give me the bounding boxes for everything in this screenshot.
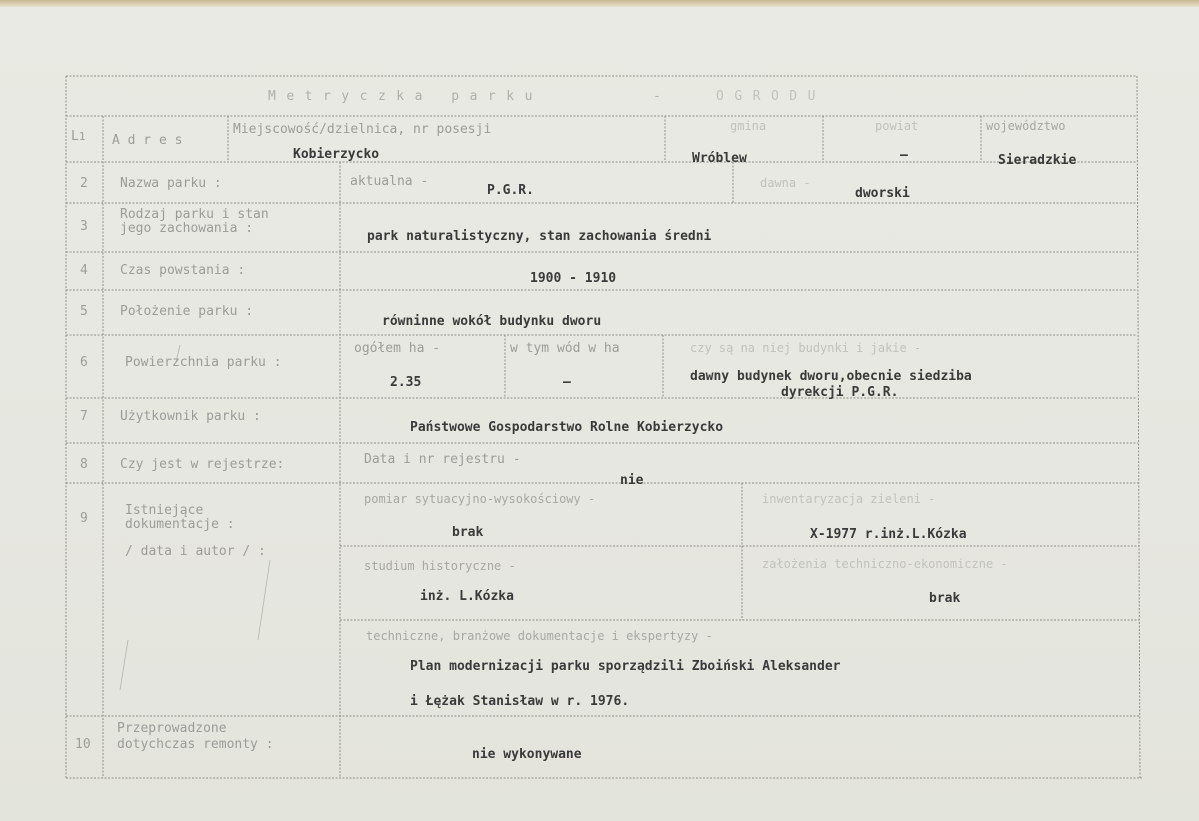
survey-value: brak <box>452 525 484 540</box>
current-name-value: P.G.R. <box>487 183 534 198</box>
locality-value: Kobierzycko <box>293 147 380 162</box>
creation-time-label: Czas powstania : <box>120 263 246 278</box>
registry-label: Czy jest w rejestrze: <box>120 457 285 472</box>
survey-label: pomiar sytuacyjno-wysokościowy - <box>364 492 596 506</box>
row-9-number: 9 <box>80 511 88 526</box>
voivodeship-label: województwo <box>986 119 1066 133</box>
row-8-number: 8 <box>80 457 88 472</box>
water-area-value: — <box>563 375 571 390</box>
registry-value: nie <box>620 473 644 488</box>
row-1-number: L1 <box>71 129 86 144</box>
locality-label: Miejscowość/dzielnica, nr posesji <box>233 122 492 137</box>
total-area-label: ogółem ha - <box>354 341 441 356</box>
address-label: A d r e s <box>112 133 183 148</box>
gmina-label: gmina <box>730 119 767 133</box>
park-type-label-line2: jego zachowania : <box>120 221 254 236</box>
buildings-value-line2: dyrekcji P.G.R. <box>781 385 899 400</box>
location-label: Położenie parku : <box>120 304 254 319</box>
current-name-label: aktualna - <box>350 174 429 189</box>
user-value: Państwowe Gospodarstwo Rolne Kobierzycko <box>410 420 724 435</box>
row-7-number: 7 <box>80 409 88 424</box>
documentation-label-line1: Istniejące <box>125 503 204 518</box>
park-type-label-line1: Rodzaj parku i stan <box>120 207 269 222</box>
title-dash: - <box>653 89 672 104</box>
economic-label: założenia techniczno-ekonomiczne - <box>762 557 1008 571</box>
inventory-value: X-1977 r.inż.L.Kózka <box>810 527 967 542</box>
documentation-label-line3: / data i autor / : <box>125 544 266 559</box>
repairs-label-line2: dotychczas remonty : <box>117 737 274 752</box>
former-name-value: dworski <box>855 186 910 201</box>
row-5-number: 5 <box>80 304 88 319</box>
area-label: Powierzchnia parku : <box>125 355 282 370</box>
technical-docs-value-line2: i Łężak Stanisław w r. 1976. <box>410 694 630 709</box>
row-6-number: 6 <box>80 355 88 370</box>
park-type-value: park naturalistyczny, stan zachowania średni <box>367 229 712 244</box>
row-10-number: 10 <box>75 737 91 752</box>
documentation-label-line2: dokumentacje : <box>125 517 235 532</box>
location-value: równinne wokół budynku dworu <box>382 314 602 329</box>
powiat-value: — <box>900 148 908 163</box>
repairs-value: nie wykonywane <box>472 747 582 762</box>
buildings-label: czy są na niej budynki i jakie - <box>690 341 922 355</box>
former-name-label: dawna - <box>760 176 811 190</box>
voivodeship-value: Sieradzkie <box>998 153 1077 168</box>
gmina-value: Wróblew <box>692 151 747 166</box>
historic-study-value: inż. L.Kózka <box>420 589 514 604</box>
user-label: Użytkownik parku : <box>120 409 261 424</box>
park-name-label: Nazwa parku : <box>120 176 222 191</box>
row-2-number: 2 <box>80 176 88 191</box>
repairs-label-line1: Przeprowadzone <box>117 721 227 736</box>
historic-study-label: studium historyczne - <box>364 559 516 573</box>
inventory-label: inwentaryzacja zieleni - <box>762 492 936 506</box>
row-3-number: 3 <box>80 219 88 234</box>
powiat-label: powiat <box>875 119 919 133</box>
row-1-number-value: 1 <box>78 130 86 143</box>
creation-time-value: 1900 - 1910 <box>530 271 617 286</box>
row-4-number: 4 <box>80 263 88 278</box>
registry-number-label: Data i nr rejestru - <box>364 452 521 467</box>
title-suffix: OGRODU <box>716 89 826 104</box>
technical-docs-value-line1: Plan modernizacji parku sporządzili Zboiński Aleksander <box>410 659 841 674</box>
economic-value: brak <box>929 591 961 606</box>
technical-docs-label: techniczne, branżowe dokumentacje i ekspertyzy - <box>366 629 713 643</box>
water-area-label: w tym wód w ha <box>510 341 620 356</box>
form-title: Metryczka parku <box>268 89 543 104</box>
buildings-value-line1: dawny budynek dworu,obecnie siedziba <box>690 369 972 384</box>
total-area-value: 2.35 <box>390 375 422 390</box>
